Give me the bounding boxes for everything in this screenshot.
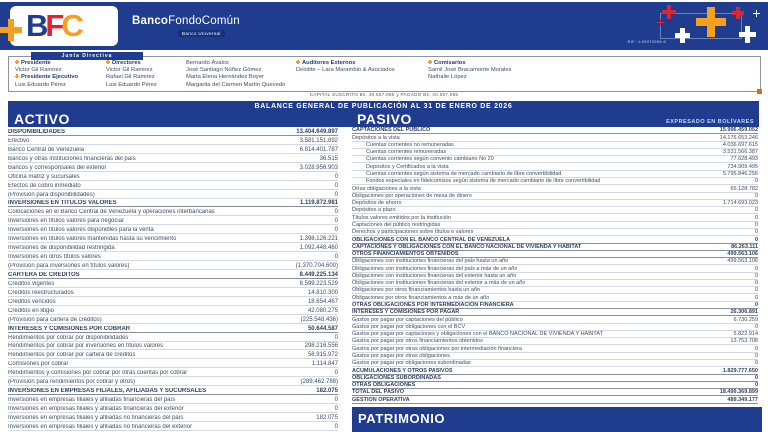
row-value: 0 (754, 207, 758, 214)
pasivo-heading: PASIVO (357, 111, 412, 127)
balance-row (352, 127, 758, 134)
row-label: OTROS FINANCIAMIENTOS OBTENIDOS (352, 251, 459, 258)
row-label: Depósitos y Certificados a la vista (366, 163, 449, 170)
balance-row (352, 367, 758, 374)
balance-row (352, 309, 758, 316)
row-value: 8.449.225.134 (299, 271, 338, 278)
bfc-logo-letters (26, 7, 81, 45)
balance-row (8, 181, 338, 190)
plus-icon (0, 19, 22, 41)
row-label: Gastos por pagar por otras obligaciones por intermediación financiera (352, 345, 522, 352)
balance-row (352, 207, 758, 214)
row-label: GESTIÓN OPERATIVA (352, 396, 410, 403)
balance-row (8, 350, 338, 359)
board-col-auditors (296, 60, 395, 74)
balance-row (8, 252, 338, 261)
balance-row (8, 404, 338, 413)
balance-row (352, 200, 758, 207)
row-value: 182.075 (316, 414, 338, 421)
row-label: (Provisión para inversiones en títulos valores) (8, 263, 130, 269)
row-label: Cuentas corrientes remuneradas (366, 149, 447, 156)
row-value: 0 (334, 209, 338, 216)
capital-line: CAPITAL SUSCRITO Bs. 40.557.065 y PAGADO Bs. 40.557.065 (309, 92, 459, 97)
balance-row (8, 127, 338, 136)
bfc-logo (10, 6, 118, 46)
expressed-in-bolivares: EXPRESADO EN BOLÍVARES (666, 119, 754, 125)
balance-row (8, 288, 338, 297)
director-name: José Santiago Núñez Gómez (186, 67, 262, 74)
balance-title: BALANCE GENERAL DE PUBLICACIÓN AL 31 DE ENERO DE 2026 (254, 103, 513, 110)
balance-row (8, 216, 338, 225)
row-value: 0 (334, 334, 338, 341)
row-label: Banco Central de Venezuela (8, 146, 85, 153)
balance-title-bar (8, 101, 759, 127)
plus-icon (662, 5, 676, 19)
balance-row (352, 396, 758, 403)
row-value: 0 (334, 406, 338, 412)
row-label: INTERESES Y COMISIONES POR COBRAR (8, 325, 131, 332)
row-value: 734.909.495 (727, 163, 758, 170)
balance-row (352, 214, 758, 221)
balance-row (8, 172, 338, 181)
balance-row (352, 294, 758, 301)
row-value: (289.462.788) (300, 379, 338, 386)
row-value: 5.822.914 (733, 331, 758, 338)
row-value: 50.644.587 (307, 325, 338, 332)
row-value: 0 (754, 236, 758, 243)
row-value: (225.548.436) (300, 316, 338, 323)
balance-row (8, 422, 338, 431)
board-box (8, 53, 761, 92)
row-value: 0 (754, 287, 758, 294)
diamond-icon (15, 60, 19, 64)
balance-row (352, 382, 758, 389)
balance-row (8, 207, 338, 216)
row-label: Comisiones por cobrar (8, 361, 69, 368)
row-label: CAPTACIONES Y OBLIGACIONES CON EL BANCO NACIONAL DE VIVIENDA Y HABITAT (352, 243, 582, 250)
row-value: 499.563.106 (727, 251, 758, 258)
plus-icon (753, 10, 760, 17)
balance-row (8, 377, 338, 386)
director-name: Rafael Gil Ramirez (106, 74, 155, 81)
balance-row (352, 375, 758, 382)
row-value: 0 (334, 397, 338, 404)
board-col-directors-2 (186, 60, 285, 89)
row-value: 14.810.300 (307, 289, 338, 296)
row-value: 0 (754, 214, 758, 221)
row-value: 5.795.846.256 (722, 170, 758, 177)
balance-row (8, 243, 338, 252)
balance-row (352, 251, 758, 258)
balance-row (352, 338, 758, 345)
row-value: 1.114.847 (311, 361, 338, 368)
row-label: CARTERA DE CRÉDITOS (8, 271, 80, 278)
patrimonio-heading: PATRIMONIO (352, 407, 762, 432)
row-label: Inversiones en títulos valores para negociar (8, 218, 125, 225)
balance-row (352, 236, 758, 243)
balance-row (8, 297, 338, 306)
director-name: Marta Elena Hernández Boyer (186, 74, 264, 81)
director-name: Victor Gil Ramirez (106, 67, 153, 74)
row-value: 0 (754, 360, 758, 367)
row-label: Obligaciones con instituciones financieras del país a más de un año (352, 265, 518, 272)
president-label: Presidente (15, 60, 78, 67)
balance-row (352, 185, 758, 192)
row-value: 0 (754, 294, 758, 301)
row-label: Cuentas corrientes no remuneradas (366, 141, 454, 148)
row-value: 18.654.467 (307, 298, 338, 305)
diamond-icon (15, 74, 19, 78)
balance-row (8, 413, 338, 422)
balance-row (352, 134, 758, 141)
row-value: 499.563.106 (727, 258, 758, 265)
row-value: 0 (334, 218, 338, 225)
row-label: Rendimientos por cobrar por cartera de créditos (8, 352, 136, 359)
row-value: 15.996.459.052 (719, 127, 758, 134)
row-label: Créditos en litigio (8, 307, 55, 314)
plus-icon (696, 7, 726, 37)
row-label: Inversiones en empresas filiales y afiliadas no financieras del exterior (8, 423, 193, 430)
row-label: Gastos por pagar por otros financiamientos obtenidos (352, 338, 483, 345)
row-value: 65.128.782 (730, 185, 758, 192)
row-label: (Provisión para cartera de créditos) (8, 316, 102, 323)
row-label: Captaciones del público restringidas (352, 221, 441, 228)
row-value: 77.628.493 (730, 156, 758, 163)
comisarios-label: Comisarios (428, 60, 511, 67)
row-label: Cuentas corrientes según convenio cambiario No 20 (366, 156, 494, 163)
row-label: Obligaciones con instituciones financieras del exterior a más de un año (352, 280, 526, 287)
row-label: Depósitos a plazo (352, 207, 396, 214)
row-value: 0 (334, 173, 338, 180)
row-label: Gastos por pagar por captaciones y obligaciones con el BANCO NACIONAL DE VIVIENDA Y HABITAT (352, 331, 603, 338)
row-value: 0 (334, 254, 338, 261)
balance-row (8, 324, 338, 333)
row-label: Rendimientos por cobrar por disponibilidades (8, 334, 129, 341)
balance-row (8, 333, 338, 342)
row-value: 1.714.693.023 (722, 200, 758, 207)
balance-row (352, 265, 758, 272)
exec-president-label: Presidente Ejecutivo (15, 74, 78, 81)
president-name: Victor Gil Ramirez (15, 67, 62, 74)
balance-row (8, 154, 338, 163)
row-value: 0 (754, 192, 758, 199)
row-value: 0 (754, 265, 758, 272)
row-label: Créditos reestructurados (8, 289, 74, 296)
comisario-name: Samil José Bracamonte Morales (428, 67, 512, 74)
row-label: Créditos vigentes (8, 280, 55, 287)
row-label: DISPONIBILIDADES (8, 128, 66, 135)
row-label: Gastos por pagar por obligaciones con el BCV (352, 323, 466, 330)
row-value: 0 (754, 178, 758, 185)
activo-heading: ACTIVO (14, 111, 70, 127)
row-value: 14.176.653.246 (719, 134, 758, 141)
row-label: Oficina matriz y sucursales (8, 173, 80, 180)
row-label: (Provisión para rendimientos por cobrar y otros) (8, 379, 136, 386)
row-value: 26.306.891 (730, 309, 758, 316)
row-label: Bancos y corresponsales del exterior (8, 164, 107, 171)
balance-row (352, 287, 758, 294)
auditors-name: Deloitte – Lara Marambio & Asociados (296, 67, 395, 74)
balance-row (352, 193, 758, 200)
row-label: Inversiones en títulos valores mantenidas hasta su vencimiento (8, 236, 177, 243)
bank-name-rest: FondoComún (168, 15, 240, 27)
row-label: Gastos por pagar por obligaciones subordinadas (352, 360, 471, 367)
balance-row (8, 315, 338, 324)
row-value: 1.119.872.981 (299, 200, 338, 207)
row-value: 13.753.708 (730, 338, 758, 345)
row-label: OTRAS OBLIGACIONES (352, 382, 416, 389)
row-value: 489.349.177 (727, 396, 758, 403)
row-value: 0 (334, 370, 338, 377)
directors-label: Directores (106, 60, 157, 67)
row-label: INVERSIONES EN TÍTULOS VALORES (8, 200, 117, 207)
row-label: Obligaciones con instituciones financieras del exterior hasta un año (352, 272, 517, 279)
balance-row (352, 178, 758, 185)
row-label: Otras obligaciones a la vista (352, 185, 421, 192)
balance-row (352, 258, 758, 265)
row-label: Obligaciones por otros financiamientos a más de un año (352, 294, 490, 301)
exec-president-name: Luis Eduardo Pérez (15, 81, 66, 88)
row-label: (Provisión para disponibilidades) (8, 191, 95, 198)
row-value: 8.599.223.529 (299, 280, 338, 287)
row-label: Efectivo (8, 137, 30, 144)
row-label: OTRAS OBLIGACIONES POR INTERMEDIACIÓN FINANCIERA (352, 302, 514, 309)
row-value: 0 (754, 280, 758, 287)
row-label: CAPTACIONES DEL PÚBLICO (352, 127, 431, 134)
row-value: 6.814.401.787 (299, 146, 338, 153)
balance-row (8, 225, 338, 234)
balance-row (8, 395, 338, 404)
row-value: 3.581.151.892 (299, 137, 338, 144)
row-value: 3.028.956.903 (299, 164, 338, 171)
row-value: 0 (334, 423, 338, 430)
row-value: 0 (754, 345, 758, 352)
balance-row (352, 171, 758, 178)
diamond-icon (106, 60, 110, 64)
plus-icon (739, 26, 756, 43)
row-value: 3.531.566.387 (722, 149, 758, 156)
rif-text: RIF: J-09072996-6 (627, 39, 666, 44)
row-value: 0 (754, 374, 758, 381)
row-value: (1.370.704.600) (295, 263, 338, 269)
balance-row (8, 359, 338, 368)
row-label: Inversiones en otros títulos valores (8, 254, 101, 261)
row-label: Inversiones en empresas filiales y afiliadas no financieras del país (8, 414, 184, 421)
row-label: Bancos y otras instituciones financieras del país (8, 155, 136, 162)
bank-subtitle: Banco Universal (178, 30, 225, 37)
row-label: Obligaciones por operaciones de mesa de dinero (352, 192, 472, 199)
board-col-directors (106, 60, 157, 89)
row-label: Títulos valores emitidos por la institución (352, 214, 452, 221)
top-banner (0, 2, 768, 50)
auditors-label: Auditores Externos (296, 60, 395, 67)
plus-icon (657, 19, 664, 26)
balance-row (352, 142, 758, 149)
balance-row (8, 199, 338, 208)
balance-row (8, 279, 338, 288)
row-value: 0 (754, 382, 758, 389)
director-name: Margarita del Carmen Martín Quevedo (186, 81, 286, 88)
row-label: Inversiones en empresas filiales y afiliadas financieras del exterior (8, 406, 184, 412)
activo-column (8, 127, 338, 431)
row-value: 182.075 (316, 388, 338, 395)
row-label: Créditos vencidos (8, 298, 56, 305)
board-tab: Junta Directiva (31, 52, 143, 60)
balance-row (8, 270, 338, 279)
bank-name-bold: Banco (132, 15, 169, 27)
row-value: 6.730.259 (733, 316, 758, 323)
balance-row (352, 360, 758, 367)
balance-row (352, 156, 758, 163)
row-value: 36.515 (319, 155, 338, 162)
row-value: 0 (754, 221, 758, 228)
balance-row (352, 280, 758, 287)
balance-row (352, 273, 758, 280)
row-label: Rendimientos por cobrar por inversiones en títulos valores (8, 343, 164, 350)
row-label: Inversiones de disponibilidad restringida (8, 245, 115, 252)
balance-row (352, 149, 758, 156)
row-label: Gastos por pagar por otras obligaciones (352, 353, 450, 359)
row-label: Cuentas corrientes según sistema de mercado cambiario de libre convertibilidad (366, 170, 562, 177)
comisario-name: Nathalie López (428, 74, 467, 81)
bank-name (132, 15, 240, 27)
balance-row (352, 345, 758, 352)
row-value: 1.829.777.650 (722, 367, 758, 374)
row-value: 1.398.126.221 (299, 236, 338, 243)
logo-letter-c: C (61, 8, 81, 43)
logo-letter-b: B (26, 8, 46, 43)
balance-row (352, 229, 758, 236)
row-label: Obligaciones por otros financiamientos hasta un año (352, 287, 481, 294)
balance-row (8, 386, 338, 395)
row-label: Depósitos de ahorro (352, 200, 402, 207)
balance-row (352, 222, 758, 229)
row-label: Derechos y participaciones sobre títulos o valores (352, 229, 474, 236)
row-label: Inversiones en títulos valores disponibles para la venta (8, 227, 154, 234)
row-label: Fondos especiales en fideicomisos según sistema de mercado cambiario de libre convertibilidad (366, 178, 601, 185)
row-value: 298.216.556 (304, 343, 338, 350)
row-label: OBLIGACIONES SUBORDINADAS (352, 374, 441, 381)
pasivo-column (352, 127, 758, 404)
row-value: 58.915.972 (307, 352, 338, 359)
row-value: 0 (754, 229, 758, 236)
director-name: Bernardo Ávalos (186, 60, 229, 66)
balance-row (8, 136, 338, 145)
balance-row (352, 389, 758, 396)
row-value: 0 (754, 323, 758, 330)
row-label: Efectos de cobro inmediato (8, 182, 81, 189)
balance-row (8, 306, 338, 315)
row-value: 86.263.111 (731, 243, 758, 250)
balance-row (8, 163, 338, 172)
row-value: 18.499.369.899 (719, 389, 758, 396)
diamond-icon (428, 60, 432, 64)
row-label: Inversiones en empresas filiales y afiliadas financieras del país (8, 397, 176, 404)
row-label: Rendimientos y comisiones por cobrar por otras cuentas por cobrar (8, 370, 188, 377)
balance-row (352, 316, 758, 323)
diamond-icon (296, 60, 300, 64)
row-value: 0 (754, 353, 758, 359)
balance-row (352, 302, 758, 309)
balance-row (8, 342, 338, 351)
balance-row (352, 324, 758, 331)
balance-row (8, 261, 338, 270)
row-label: Depósitos a la vista (352, 134, 400, 141)
row-label: INVERSIONES EN EMPRESAS FILIALES, AFILIADAS Y SUCURSALES (8, 388, 207, 395)
board-col-comisarios (428, 60, 511, 82)
row-value: 0 (754, 302, 758, 309)
row-label: OBLIGACIONES CON EL BANCO CENTRAL DE VENEZUELA (352, 236, 511, 243)
row-value: 13.404.649.897 (296, 128, 338, 135)
balance-row (8, 234, 338, 243)
row-label: INTERESES Y COMISIONES POR PAGAR (352, 309, 460, 316)
balance-row (352, 244, 758, 251)
row-value: 0 (334, 182, 338, 189)
row-value: 4.036.697.615 (722, 141, 758, 148)
logo-letter-f: F (45, 8, 62, 43)
balance-row (8, 145, 338, 154)
row-value: 0 (754, 272, 758, 279)
row-label: ACUMULACIONES Y OTROS PASIVOS (352, 367, 453, 374)
board-col-president (15, 60, 78, 89)
row-label: Colocaciones en el Banco Central de Venezuela y operaciones interbancarias (8, 209, 215, 216)
row-label: Obligaciones con instituciones financieras del país hasta un año (352, 258, 509, 265)
balance-row (352, 353, 758, 360)
balance-row (352, 163, 758, 170)
balance-row (8, 190, 338, 199)
row-value: 1.092.448.460 (299, 245, 338, 252)
plus-icon (732, 7, 744, 19)
row-value: 0 (334, 191, 338, 198)
balance-row (352, 331, 758, 338)
director-name: Luis Eduardo Pérez (106, 81, 157, 88)
row-label: Gastos por pagar por captaciones del público (352, 316, 463, 323)
row-value: 0 (334, 227, 338, 234)
balance-row (8, 368, 338, 377)
plus-icon (675, 28, 690, 43)
row-label: TOTAL DEL PASIVO (352, 389, 405, 396)
row-value: 42.080.275 (307, 307, 338, 314)
